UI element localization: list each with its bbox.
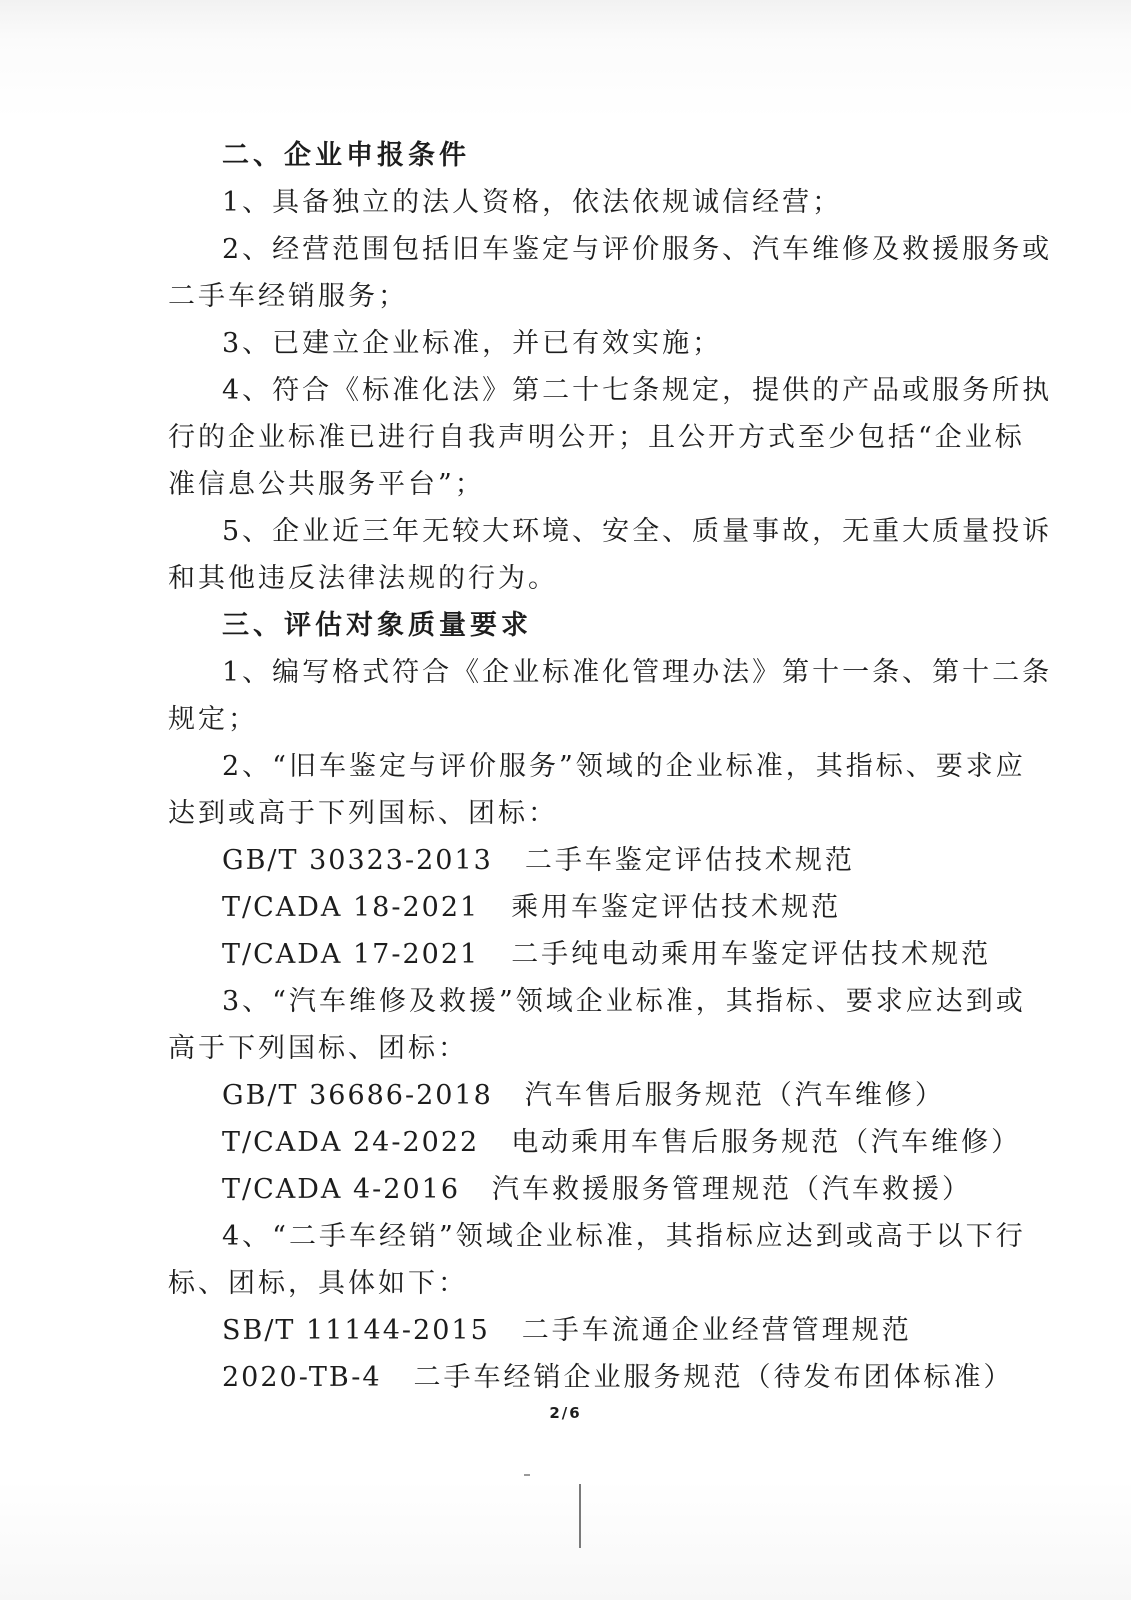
requirement-4-line-1: 4、“二手车经销”领域企业标准，其指标应达到或高于以下行 bbox=[222, 1221, 1026, 1252]
condition-1-line-1: 1、具备独立的法人资格，依法依规诚信经营； bbox=[222, 187, 843, 218]
standard-code: T/CADA 24-2022 bbox=[222, 1127, 480, 1158]
standard-name: 二手车鉴定评估技术规范 bbox=[524, 845, 855, 876]
standard-name: 二手车经销企业服务规范（待发布团体标准） bbox=[413, 1362, 1014, 1393]
standard-name: 二手车流通企业经营管理规范 bbox=[521, 1315, 912, 1346]
standard-code: GB/T 36686-2018 bbox=[222, 1080, 493, 1111]
standard-name: 汽车售后服务规范（汽车维修） bbox=[524, 1080, 945, 1111]
document-body bbox=[168, 132, 1053, 1401]
standard-row bbox=[168, 1307, 988, 1354]
standard-code: 2020-TB-4 bbox=[222, 1362, 382, 1393]
condition-4-line-1: 4、符合《标准化法》第二十七条规定，提供的产品或服务所执 bbox=[222, 375, 1053, 406]
requirement-3-line-1: 3、“汽车维修及救援”领域企业标准，其指标、要求应达到或 bbox=[222, 986, 1026, 1017]
standard-row bbox=[168, 931, 992, 978]
standard-code: SB/T 11144-2015 bbox=[222, 1315, 490, 1346]
requirement-1-line-1: 1、编写格式符合《企业标准化管理办法》第十一条、第十二条 bbox=[222, 657, 1053, 688]
standard-row bbox=[168, 1119, 1022, 1166]
condition-4-line-3: 准信息公共服务平台”； bbox=[168, 469, 485, 500]
standard-name: 电动乘用车售后服务规范（汽车维修） bbox=[511, 1127, 1022, 1158]
condition-5-line-2: 和其他违反法律法规的行为。 bbox=[168, 563, 558, 594]
condition-3-line-1: 3、已建立企业标准，并已有效实施； bbox=[222, 328, 723, 359]
standard-row bbox=[168, 837, 988, 884]
requirement-1-line-2: 规定； bbox=[168, 704, 258, 735]
standard-code: T/CADA 17-2021 bbox=[222, 939, 480, 970]
standard-row bbox=[168, 1166, 988, 1213]
condition-2-line-2: 二手车经销服务； bbox=[168, 281, 408, 312]
standard-name: 汽车救援服务管理规范（汽车救援） bbox=[492, 1174, 973, 1205]
condition-5-line-1: 5、企业近三年无较大环境、安全、质量事故，无重大质量投诉 bbox=[222, 516, 1053, 547]
page-number: 2/6 bbox=[549, 1404, 582, 1422]
condition-4-line-2: 行的企业标准已进行自我声明公开；且公开方式至少包括“企业标 bbox=[168, 422, 1025, 453]
standard-row bbox=[168, 1072, 988, 1119]
binding-line bbox=[579, 1484, 581, 1548]
standard-code: T/CADA 18-2021 bbox=[222, 892, 480, 923]
standard-row bbox=[168, 1354, 1014, 1401]
section-heading-application-conditions: 二、企业申报条件 bbox=[222, 140, 470, 171]
standard-name: 二手纯电动乘用车鉴定评估技术规范 bbox=[511, 939, 992, 970]
scan-mark bbox=[524, 1474, 530, 1476]
requirement-3-line-2: 高于下列国标、团标： bbox=[168, 1033, 468, 1064]
standard-code: GB/T 30323-2013 bbox=[222, 845, 493, 876]
requirement-2-line-1: 2、“旧车鉴定与评价服务”领域的企业标准，其指标、要求应 bbox=[222, 751, 1026, 782]
section-heading-quality-requirements: 三、评估对象质量要求 bbox=[222, 610, 532, 641]
standard-row bbox=[168, 884, 988, 931]
requirement-2-line-2: 达到或高于下列国标、团标： bbox=[168, 798, 558, 829]
standard-code: T/CADA 4-2016 bbox=[222, 1174, 461, 1205]
standard-name: 乘用车鉴定评估技术规范 bbox=[511, 892, 842, 923]
condition-2-line-1: 2、经营范围包括旧车鉴定与评价服务、汽车维修及救援服务或 bbox=[222, 234, 1053, 265]
requirement-4-line-2: 标、团标，具体如下： bbox=[168, 1268, 468, 1299]
